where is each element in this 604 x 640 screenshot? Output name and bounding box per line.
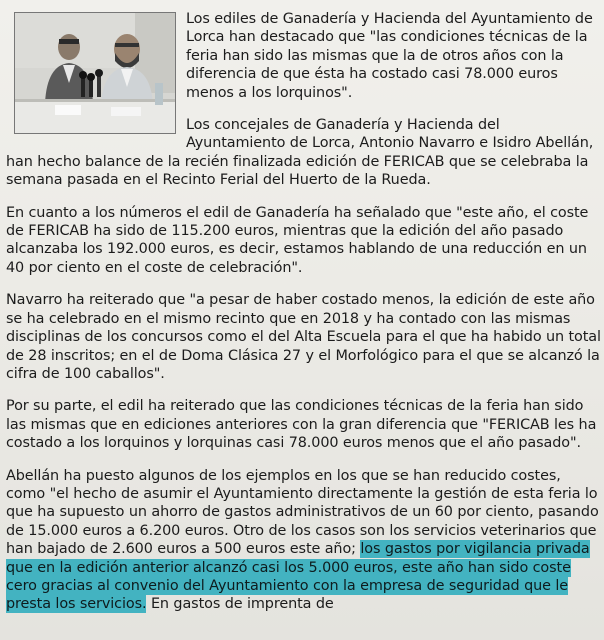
article-lead: Los ediles de Ganadería y Hacienda del Ayuntamiento de Lorca han destacado que "las condiciones técnicas de la feria han sido las mismas que la de otros años con la diferencia de que ésta ha costado casi 78.000 euros menos a los lorquinos".	[186, 11, 593, 101]
abellan-text-start: Abellán ha puesto algunos de los ejemplos en los que se han reducido costes, como "el hecho de asumir el Ayuntamiento directamente la gestión de esta feria lo que ha supuesto un ahorro de gastos administrativos de un 60 por ciento, pasando de 15.000 euros a 6.200 euros. Otro de los casos son los servicios veterinarios que han bajado de 2.600 euros a 500 euros este año;	[6, 467, 599, 558]
paragraph-balance: Los concejales de Ganadería y Hacienda del Ayuntamiento de Lorca, Antonio Navarro e Isidro Abellán, han hecho balance de la recién finalizada edición de FERICAB que se celebraba la semana pasada en el Recinto Ferial del Huerto de la Rueda.	[6, 117, 594, 189]
paragraph-navarro: Navarro ha reiterado que "a pesar de haber costado menos, la edición de este año se ha celebrado en el mismo recinto que en 2018 y ha contado con las mismas disciplinas de los concursos como el del Alta Escuela para el que ha habido un total de 28 inscritos; en el de Doma Clásica 27 y el Morfológico para el que se alcanzó la cifra de 100 caballos".	[6, 292, 601, 382]
highlighted-security-costs: los gastos por vigilancia privada que en la edición anterior alcanzó casi los 5.000 euros, este año han sido coste cero gracias al convenio del Ayuntamiento con la empresa de seguridad que le presta los servicios.	[6, 541, 590, 613]
photo-spacer	[6, 10, 186, 138]
paragraph-conditions: Por su parte, el edil ha reiterado que las condiciones técnicas de la feria han sido las mismas que en ediciones anteriores con la gran diferencia que "FERICAB les ha costado a los lorquinos y lorquinas casi 78.000 euros menos que el año pasado".	[6, 398, 597, 452]
paragraph-costs: En cuanto a los números el edil de Ganadería ha señalado que "este año, el coste de FERICAB ha sido de 115.200 euros, mientras que la edición del año pasado alcanzaba los 192.000 euros, es decir, estamos hablando de una reducción en un 40 por ciento en el coste de celebración".	[6, 204, 589, 276]
abellan-text-end: En gastos de imprenta de	[146, 596, 334, 613]
paragraph-abellan	[6, 467, 602, 614]
article-body	[6, 10, 602, 628]
